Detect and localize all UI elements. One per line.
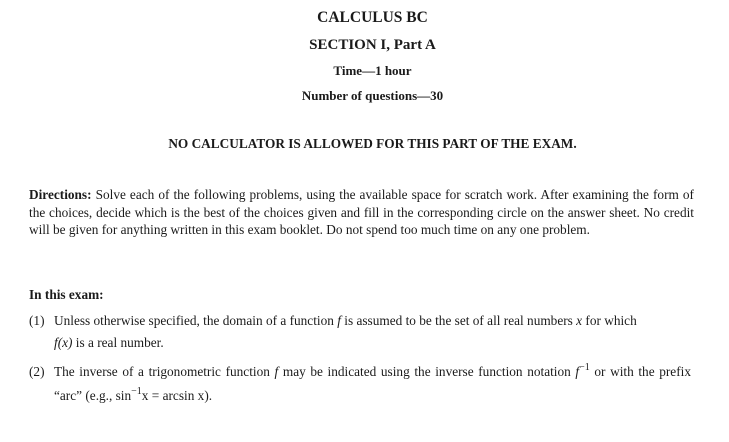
superscript: −1 [131,386,142,397]
note-text-segment: x = arcsin x). [141,388,213,403]
math-variable: x [576,313,583,328]
note-text-segment: The inverse of a trigonometric function [54,364,275,379]
math-variable: f [337,313,341,328]
directions-paragraph [29,186,694,239]
math-variable: f [54,335,58,350]
section-title: SECTION I, Part A [309,37,436,53]
superscript: −1 [579,362,590,373]
note-text-segment: is a real number. [72,335,164,350]
math-expression: (x) [57,335,73,350]
calculator-notice: NO CALCULATOR IS ALLOWED FOR THIS PART OF THE EXAM. [168,136,577,151]
time-limit: Time—1 hour [333,63,412,78]
exam-title: CALCULUS BC [317,9,428,26]
note-number: (2) [29,364,45,379]
directions-text: Solve each of the following problems, using the available space for scratch work. After examining the form of the choices, decide which is the best of the choices given and fill in the corresponding circle on the answer sheet. No credit will be given for anything written in this exam booklet. Do not spend too much time on any one problem. [29,187,694,238]
question-count: Number of questions—30 [301,88,444,103]
math-variable: f [575,364,580,379]
exam-note-2 [29,361,691,409]
note-text-segment: or with the prefix “arc” (e.g., sin [54,364,691,403]
note-text-segment: Unless otherwise specified, the domain of a function [54,313,338,328]
math-variable: f [274,364,279,379]
note-text-segment: for which [582,313,637,328]
note-number: (1) [29,313,45,328]
note-text-segment: is assumed to be the set of all real numbers [340,313,577,328]
directions-label: Directions: [29,187,92,202]
note-text [54,310,691,354]
exam-note-1 [29,310,691,354]
note-text-segment: may be indicated using the inverse function notation [278,364,576,379]
exam-notes-heading: In this exam: [29,287,104,302]
note-text [54,361,691,409]
